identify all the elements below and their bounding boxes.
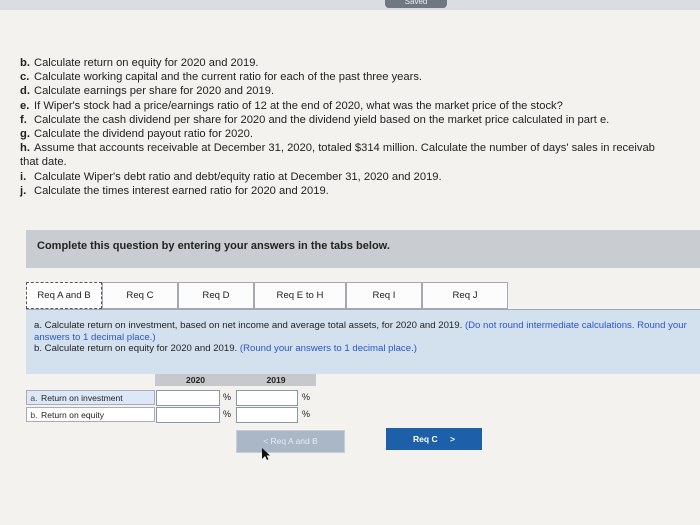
percent-unit: % bbox=[223, 392, 232, 402]
percent-unit: % bbox=[223, 409, 232, 419]
column-header-2019: 2019 bbox=[236, 374, 316, 386]
roi-2020-input[interactable] bbox=[156, 390, 220, 406]
top-bar bbox=[0, 0, 700, 10]
instruction-item: j. Calculate the times interest earned ratio for 2020 and 2019. bbox=[20, 184, 329, 197]
mouse-cursor-icon bbox=[262, 448, 270, 460]
tab-req-i[interactable]: Req I bbox=[346, 282, 422, 309]
instruction-item: b. Calculate return on equity for 2020 and 2019. bbox=[20, 57, 259, 69]
prev-req-button[interactable]: < Req A and B bbox=[236, 430, 345, 453]
instruction-item: c. Calculate working capital and the current ratio for each of the past three years. bbox=[20, 71, 423, 84]
instruction-item: h. Assume that accounts receivable at December 31, 2020, totaled $314 million. Calculate the number of days' sales in receivab bbox=[20, 142, 655, 155]
roe-2019-input[interactable] bbox=[236, 407, 298, 423]
question-b: b. Calculate return on equity for 2020 and 2019. (Round your answers to 1 decimal place.) bbox=[34, 343, 417, 355]
panel-header: Complete this question by entering your answers in the tabs below. bbox=[26, 230, 700, 268]
question-a: a. Calculate return on investment, based on net income and average total assets, for 2020 and 2019. (Do not round intermediate calculations. Round your answers to 1 decimal place.) bbox=[34, 320, 687, 343]
tab-bar bbox=[26, 282, 700, 310]
tab-req-e-to-h[interactable]: Req E to H bbox=[254, 282, 346, 309]
instruction-item: e. If Wiper's stock had a price/earnings ratio of 12 at the end of 2020, what was the market price of the stock? bbox=[20, 99, 563, 112]
roi-2019-input[interactable] bbox=[236, 390, 298, 406]
percent-unit: % bbox=[302, 392, 311, 402]
instruction-item: d. Calculate earnings per share for 2020 and 2019. bbox=[20, 85, 275, 98]
instruction-item: f. Calculate the cash dividend per share for 2020 and the dividend yield based on the market price calculated in part e. bbox=[20, 113, 610, 126]
instruction-item: g. Calculate the dividend payout ratio for 2020. bbox=[20, 128, 253, 141]
tab-req-j[interactable]: Req J bbox=[422, 282, 508, 309]
instruction-item-continuation: that date. bbox=[20, 156, 67, 169]
question-text bbox=[34, 320, 694, 355]
chevron-right-icon: > bbox=[449, 434, 455, 444]
chevron-left-icon: < bbox=[263, 436, 269, 446]
next-req-button[interactable]: Req C > bbox=[386, 428, 482, 450]
saved-status-badge: Saved bbox=[385, 0, 447, 8]
table-row-label: b. Return on equity bbox=[26, 407, 155, 422]
table-row-label: a. Return on investment bbox=[26, 390, 155, 405]
column-header-2020: 2020 bbox=[155, 374, 236, 386]
percent-unit: % bbox=[302, 409, 311, 419]
tab-req-c[interactable]: Req C bbox=[102, 282, 178, 309]
tab-req-a-and-b[interactable]: Req A and B bbox=[26, 282, 102, 309]
instructions-list bbox=[20, 56, 700, 198]
tab-req-d[interactable]: Req D bbox=[178, 282, 254, 309]
instruction-item: i. Calculate Wiper's debt ratio and debt/equity ratio at December 31, 2020 and 2019. bbox=[20, 170, 442, 183]
roe-2020-input[interactable] bbox=[156, 407, 220, 423]
